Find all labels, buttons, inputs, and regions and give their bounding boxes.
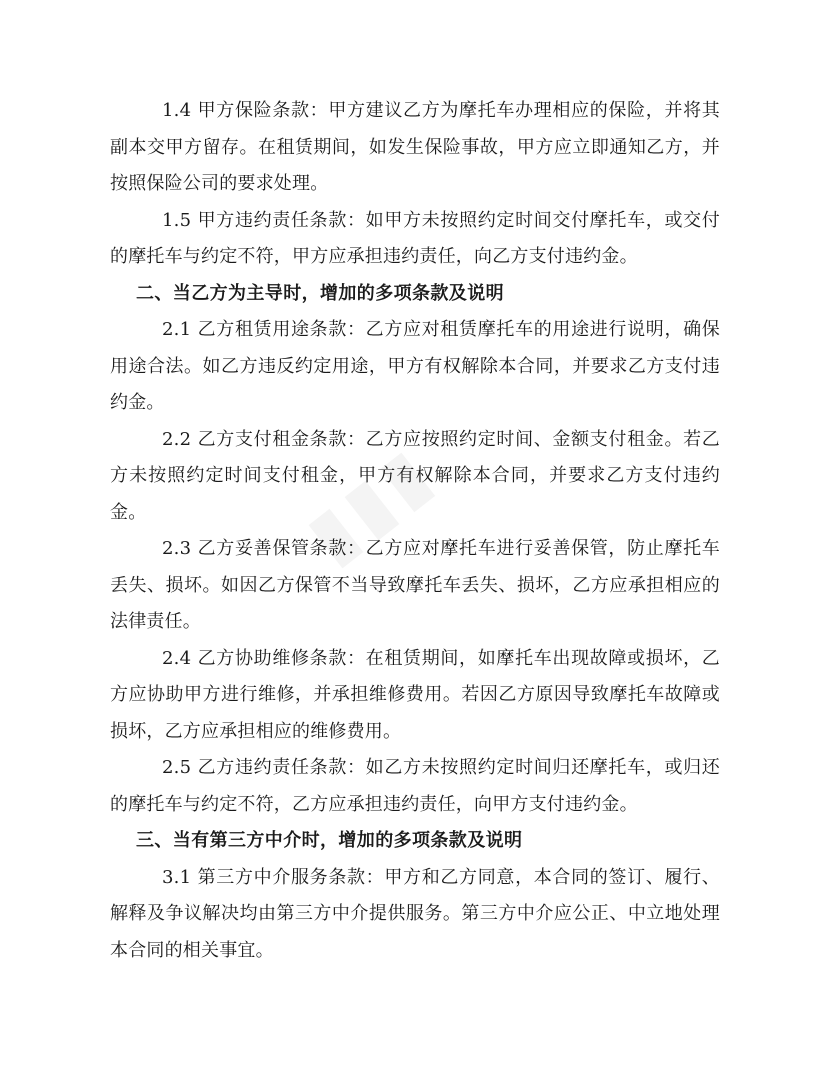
clause-2-5: 2.5 乙方违约责任条款：如乙方未按照约定时间归还摩托车，或归还的摩托车与约定不符，乙方应承担违约责任，向甲方支付违约金。 [110,757,720,815]
clause-2-3: 2.3 乙方妥善保管条款：乙方应对摩托车进行妥善保管，防止摩托车丢失、损坏。如因乙方保管不当导致摩托车丢失、损坏，乙方应承担相应的法律责任。 [110,538,720,632]
clause-2-4: 2.4 乙方协助维修条款：在租赁期间，如摩托车出现故障或损坏，乙方应协助甲方进行维修，并承担维修费用。若因乙方原因导致摩托车故障或损坏，乙方应承担相应的维修费用。 [110,647,720,742]
section-heading-3: 三、当有第三方中介时，增加的多项条款及说明 [136,830,523,851]
section-heading-2: 二、当乙方为主导时，增加的多项条款及说明 [136,282,504,304]
clause-3-1: 3.1 第三方中介服务条款：甲方和乙方同意，本合同的签订、履行、解释及争议解决均由第三方中介提供服务。第三方中介应公正、中立地处理本合同的相关事宜。 [110,866,720,961]
clause-1-5: 1.5 甲方违约责任条款：如甲方未按照约定时间交付摩托车，或交付的摩托车与约定不符，甲方应承担违约责任，向乙方支付违约金。 [110,209,720,267]
clause-1-4: 1.4 甲方保险条款：甲方建议乙方为摩托车办理相应的保险，并将其副本交甲方留存。在租赁期间，如发生保险事故，甲方应立即通知乙方，并按照保险公司的要求处理。 [110,100,720,194]
clause-2-1: 2.1 乙方租赁用途条款：乙方应对租赁摩托车的用途进行说明，确保用途合法。如乙方违反约定用途，甲方有权解除本合同，并要求乙方支付违约金。 [110,319,720,413]
document-body [110,93,720,969]
clause-2-2: 2.2 乙方支付租金条款：乙方应按照约定时间、金额支付租金。若乙方未按照约定时间支付租金，甲方有权解除本合同，并要求乙方支付违约金。 [110,428,720,523]
